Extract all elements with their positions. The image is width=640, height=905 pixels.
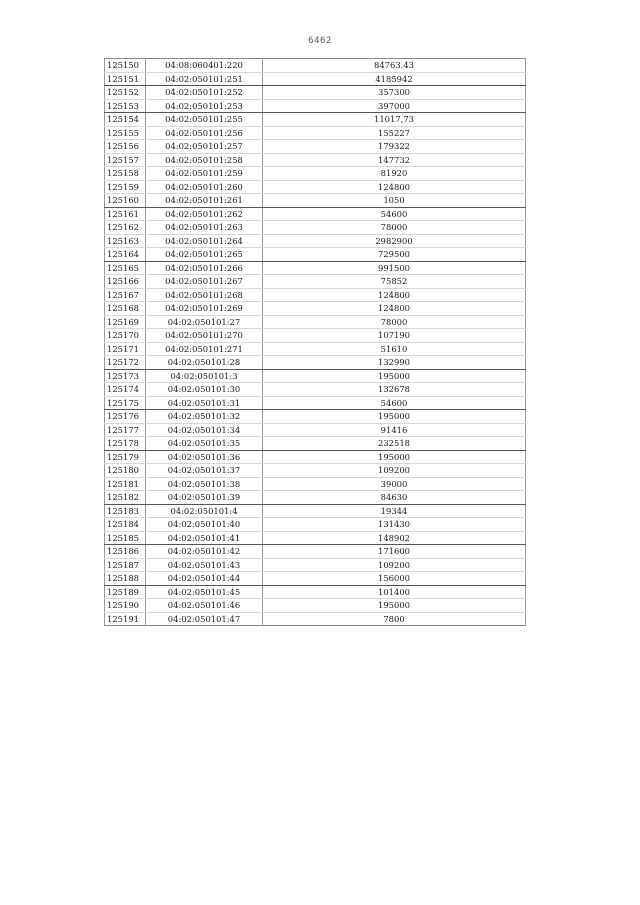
cadastral-number-cell: 04:02:050101:256 [146,126,263,140]
table-row [105,612,526,626]
table-row [105,504,526,518]
table-row [105,194,526,208]
table-row [105,153,526,167]
row-id-cell: 125191 [105,612,146,626]
cadastral-number-cell: 04:02:050101:42 [146,545,263,559]
row-id-cell: 125155 [105,126,146,140]
row-id-cell: 125162 [105,221,146,235]
table-row [105,180,526,194]
value-cell: 11017,73 [263,113,526,127]
row-id-cell: 125157 [105,153,146,167]
row-id-cell: 125170 [105,329,146,343]
table-row [105,167,526,181]
table-body [105,59,526,626]
value-cell: 84630 [263,491,526,505]
value-cell: 39000 [263,477,526,491]
row-id-cell: 125160 [105,194,146,208]
cadastral-number-cell: 04:02:050101:269 [146,302,263,316]
table-row [105,437,526,451]
table-row [105,99,526,113]
page-number: 6462 [308,36,332,46]
value-cell: 19344 [263,504,526,518]
cadastral-number-cell: 04:02:050101:265 [146,248,263,262]
value-cell: 397000 [263,99,526,113]
table-row [105,518,526,532]
cadastral-number-cell: 04:02:050101:4 [146,504,263,518]
value-cell: 232518 [263,437,526,451]
value-cell: 54600 [263,396,526,410]
value-cell: 147732 [263,153,526,167]
row-id-cell: 125182 [105,491,146,505]
cadastral-number-cell: 04:02:050101:31 [146,396,263,410]
cadastral-number-cell: 04:02:050101:37 [146,464,263,478]
row-id-cell: 125152 [105,86,146,100]
cadastral-number-cell: 04:02:050101:46 [146,599,263,613]
table-row [105,545,526,559]
row-id-cell: 125171 [105,342,146,356]
table-row [105,599,526,613]
row-id-cell: 125175 [105,396,146,410]
row-id-cell: 125176 [105,410,146,424]
value-cell: 124800 [263,302,526,316]
row-id-cell: 125190 [105,599,146,613]
value-cell: 78000 [263,221,526,235]
table-row [105,531,526,545]
value-cell: 109200 [263,464,526,478]
table-row [105,572,526,586]
table-row [105,288,526,302]
row-id-cell: 125186 [105,545,146,559]
row-id-cell: 125181 [105,477,146,491]
cadastral-number-cell: 04:02:050101:263 [146,221,263,235]
table-row [105,261,526,275]
value-cell: 91416 [263,423,526,437]
value-cell: 179322 [263,140,526,154]
row-id-cell: 125185 [105,531,146,545]
value-cell: 171600 [263,545,526,559]
value-cell: 729500 [263,248,526,262]
table-row [105,207,526,221]
table-row [105,140,526,154]
table-row [105,464,526,478]
table-row [105,423,526,437]
row-id-cell: 125156 [105,140,146,154]
table-row [105,315,526,329]
table-row [105,275,526,289]
value-cell: 131430 [263,518,526,532]
value-cell: 75852 [263,275,526,289]
cadastral-number-cell: 04:02:050101:261 [146,194,263,208]
row-id-cell: 125164 [105,248,146,262]
cadastral-number-cell: 04:02:050101:266 [146,261,263,275]
cadastral-number-cell: 04:02:050101:39 [146,491,263,505]
cadastral-number-cell: 04:02:050101:267 [146,275,263,289]
table-row [105,342,526,356]
value-cell: 195000 [263,410,526,424]
value-cell: 132678 [263,383,526,397]
row-id-cell: 125151 [105,72,146,86]
row-id-cell: 125172 [105,356,146,370]
table-row [105,234,526,248]
value-cell: 54600 [263,207,526,221]
row-id-cell: 125174 [105,383,146,397]
row-id-cell: 125188 [105,572,146,586]
cadastral-number-cell: 04:02:050101:270 [146,329,263,343]
row-id-cell: 125165 [105,261,146,275]
table-row [105,356,526,370]
value-cell: 7800 [263,612,526,626]
cadastral-number-cell: 04:02:050101:260 [146,180,263,194]
cadastral-number-cell: 04:02:050101:257 [146,140,263,154]
row-id-cell: 125153 [105,99,146,113]
table-row [105,302,526,316]
cadastral-number-cell: 04:02:050101:259 [146,167,263,181]
cadastral-number-cell: 04:02:050101:252 [146,86,263,100]
data-table [104,58,526,626]
value-cell: 195000 [263,450,526,464]
row-id-cell: 125173 [105,369,146,383]
value-cell: 195000 [263,599,526,613]
value-cell: 107190 [263,329,526,343]
table-row [105,72,526,86]
cadastral-number-cell: 04:02:050101:3 [146,369,263,383]
cadastral-number-cell: 04:02:050101:268 [146,288,263,302]
cadastral-number-cell: 04:02:050101:28 [146,356,263,370]
value-cell: 195000 [263,369,526,383]
table-row [105,59,526,73]
cadastral-number-cell: 04:02:050101:35 [146,437,263,451]
cadastral-number-cell: 04:02:050101:264 [146,234,263,248]
row-id-cell: 125187 [105,558,146,572]
cadastral-number-cell: 04:02:050101:32 [146,410,263,424]
value-cell: 2982900 [263,234,526,248]
row-id-cell: 125183 [105,504,146,518]
cadastral-number-cell: 04:08:060401:220 [146,59,263,73]
row-id-cell: 125166 [105,275,146,289]
table-row [105,113,526,127]
table-row [105,86,526,100]
cadastral-number-cell: 04:02:050101:255 [146,113,263,127]
cadastral-number-cell: 04:02:050101:34 [146,423,263,437]
value-cell: 1050 [263,194,526,208]
table-row [105,369,526,383]
row-id-cell: 125179 [105,450,146,464]
value-cell: 991500 [263,261,526,275]
table-row [105,477,526,491]
value-cell: 81920 [263,167,526,181]
cadastral-number-cell: 04:02:050101:44 [146,572,263,586]
row-id-cell: 125159 [105,180,146,194]
cadastral-number-cell: 04:02:050101:38 [146,477,263,491]
row-id-cell: 125169 [105,315,146,329]
row-id-cell: 125180 [105,464,146,478]
row-id-cell: 125178 [105,437,146,451]
table-row [105,383,526,397]
row-id-cell: 125167 [105,288,146,302]
value-cell: 156000 [263,572,526,586]
cadastral-number-cell: 04:02:050101:251 [146,72,263,86]
cadastral-number-cell: 04:02:050101:47 [146,612,263,626]
cadastral-number-cell: 04:02:050101:258 [146,153,263,167]
value-cell: 51610 [263,342,526,356]
table-row [105,558,526,572]
row-id-cell: 125163 [105,234,146,248]
cadastral-number-cell: 04:02:050101:45 [146,585,263,599]
value-cell: 101400 [263,585,526,599]
value-cell: 109200 [263,558,526,572]
row-id-cell: 125184 [105,518,146,532]
cadastral-number-cell: 04:02:050101:27 [146,315,263,329]
value-cell: 155227 [263,126,526,140]
value-cell: 148902 [263,531,526,545]
cadastral-number-cell: 04:02:050101:271 [146,342,263,356]
table-row [105,221,526,235]
table-row [105,410,526,424]
value-cell: 4185942 [263,72,526,86]
value-cell: 84763.43 [263,59,526,73]
table-row [105,248,526,262]
table-row [105,396,526,410]
value-cell: 124800 [263,180,526,194]
row-id-cell: 125177 [105,423,146,437]
cadastral-number-cell: 04:02:050101:40 [146,518,263,532]
value-cell: 78000 [263,315,526,329]
cadastral-number-cell: 04:02:050101:41 [146,531,263,545]
table-row [105,450,526,464]
row-id-cell: 125161 [105,207,146,221]
table-row [105,329,526,343]
table-row [105,126,526,140]
row-id-cell: 125168 [105,302,146,316]
row-id-cell: 125189 [105,585,146,599]
value-cell: 132990 [263,356,526,370]
cadastral-number-cell: 04:02:050101:253 [146,99,263,113]
cadastral-number-cell: 04:02:050101:30 [146,383,263,397]
row-id-cell: 125154 [105,113,146,127]
row-id-cell: 125158 [105,167,146,181]
value-cell: 124800 [263,288,526,302]
table-row [105,491,526,505]
table-row [105,585,526,599]
cadastral-number-cell: 04:02:050101:36 [146,450,263,464]
row-id-cell: 125150 [105,59,146,73]
cadastral-number-cell: 04:02:050101:262 [146,207,263,221]
value-cell: 357300 [263,86,526,100]
cadastral-number-cell: 04:02:050101:43 [146,558,263,572]
